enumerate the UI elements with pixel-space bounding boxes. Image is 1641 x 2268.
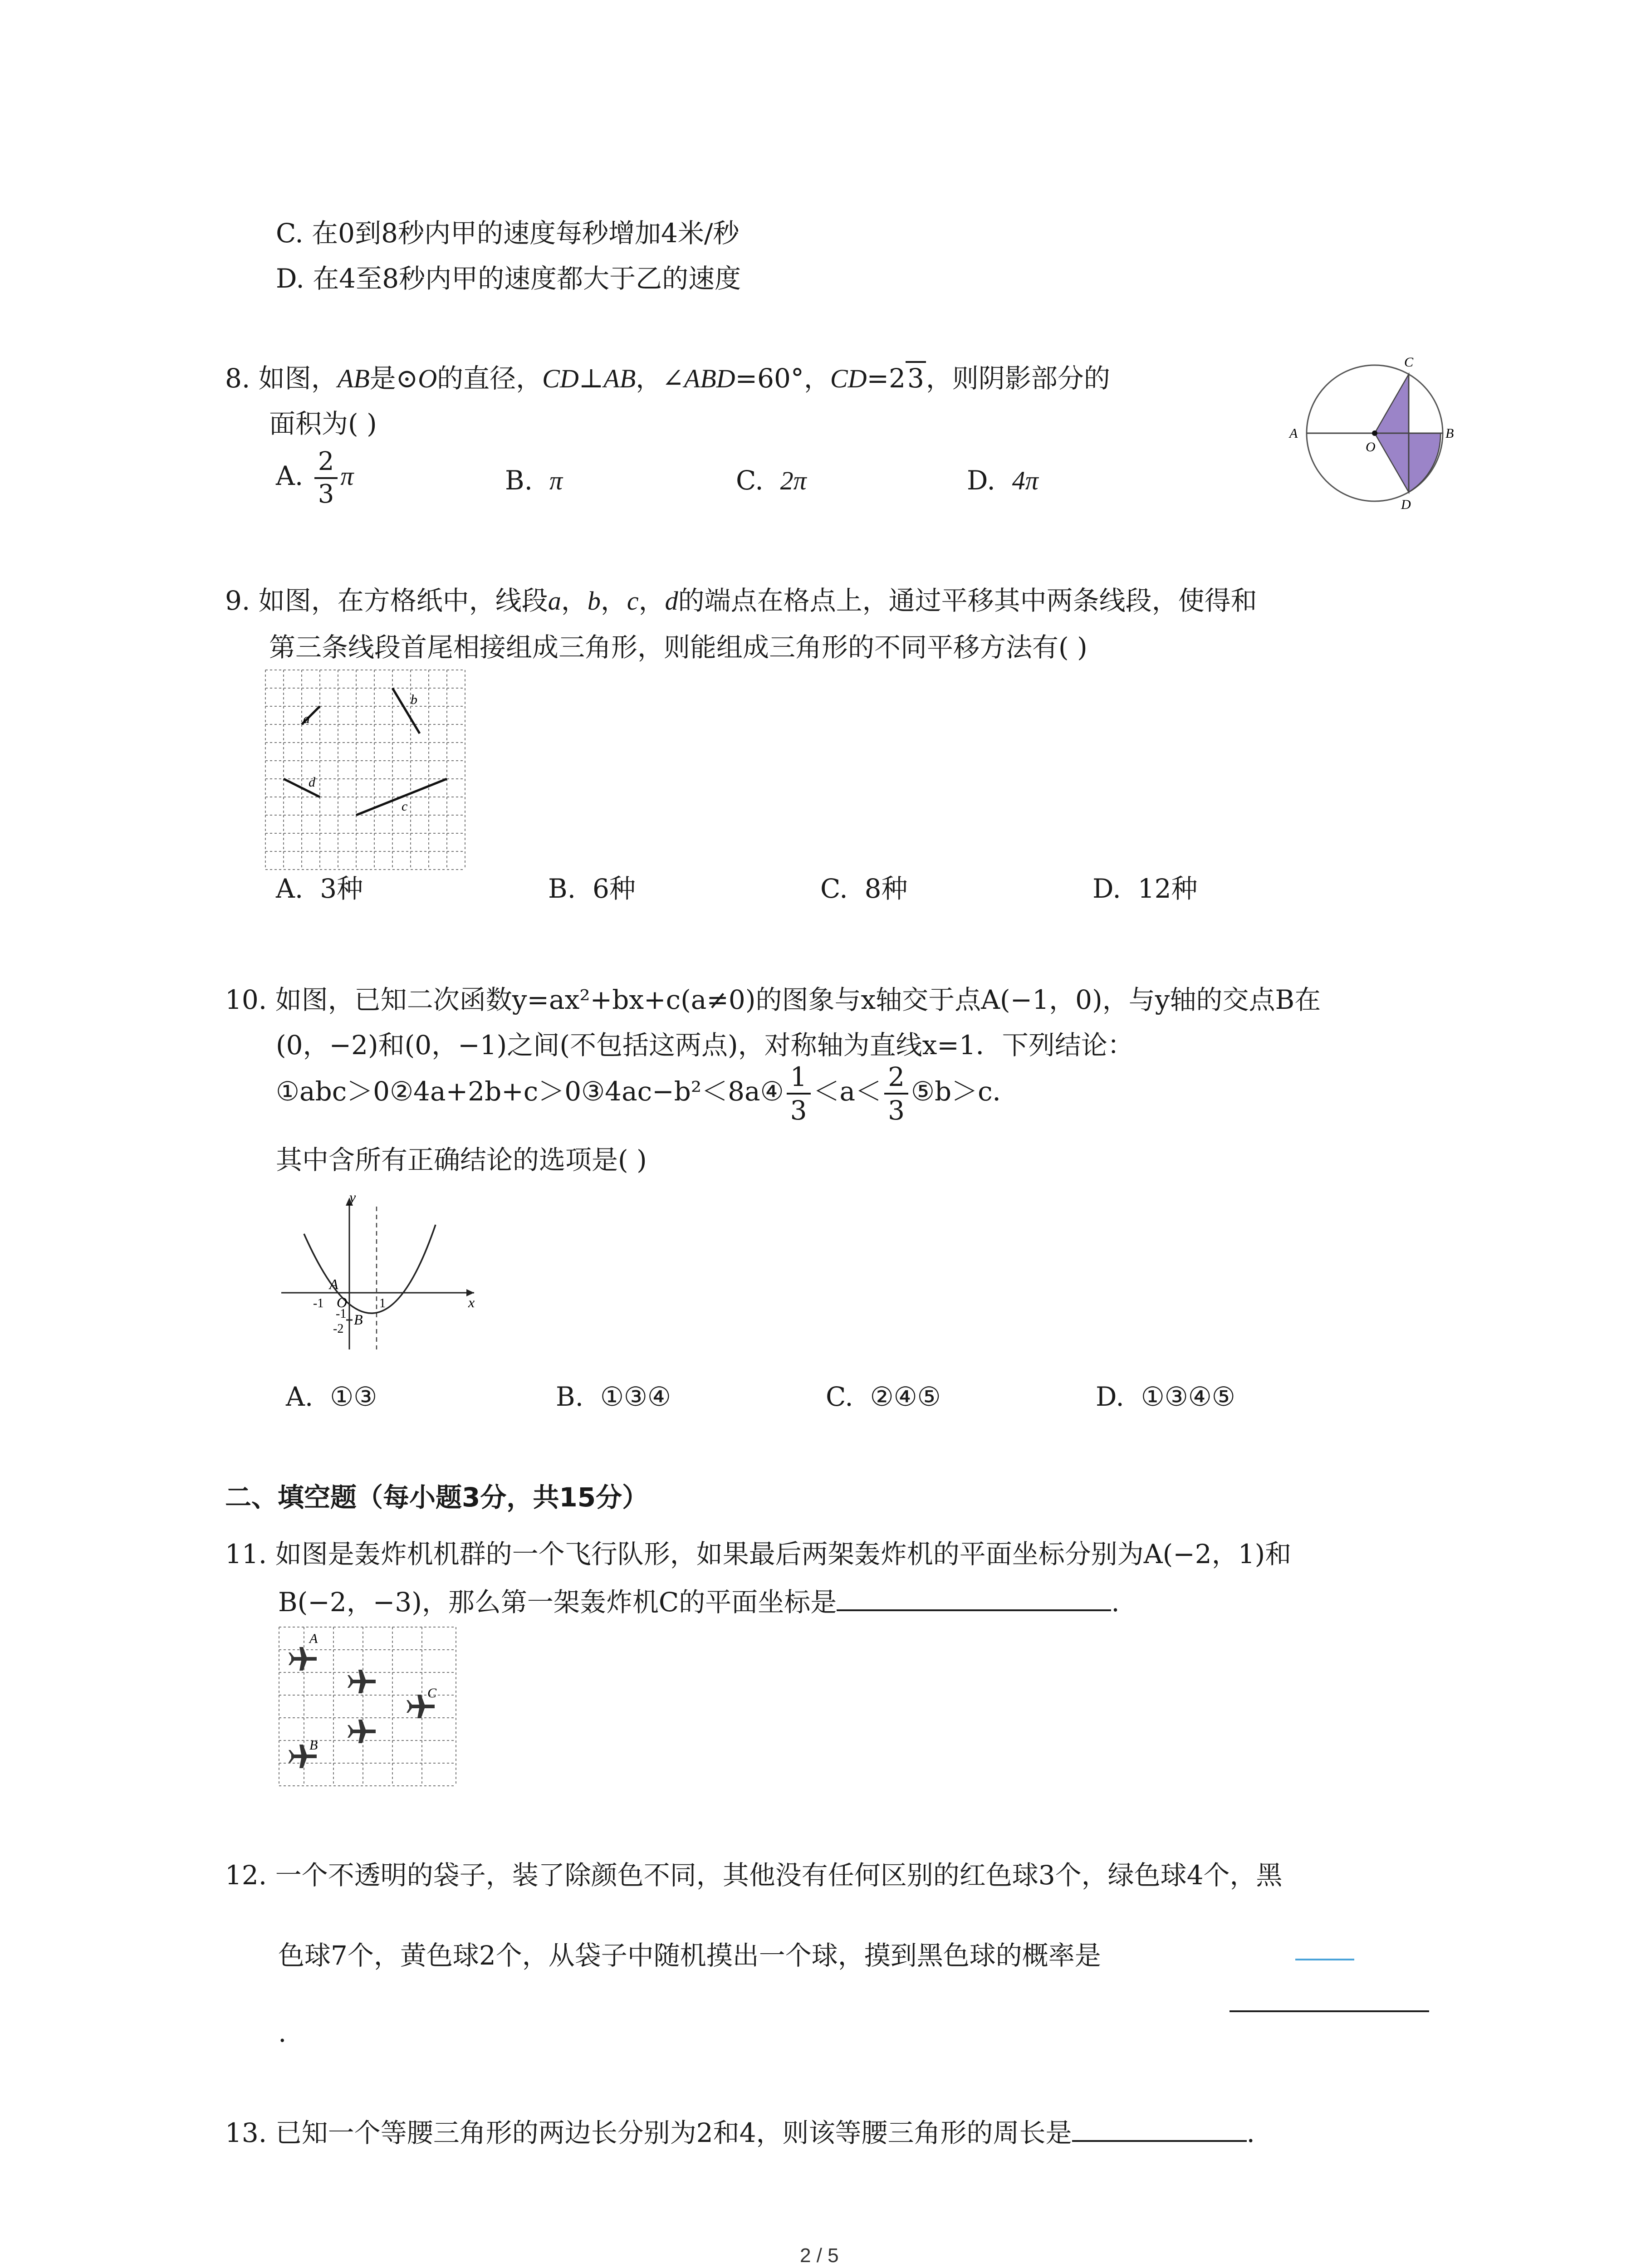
q12-accent-underline bbox=[1295, 1959, 1354, 1960]
grid-lines bbox=[265, 670, 465, 870]
q13-answer-blank[interactable] bbox=[1072, 2118, 1247, 2142]
q10-stem-line2: (0，−2)和(0，−1)之间(不包括这两点)，对称轴为直线x=1．下列结论： bbox=[276, 1030, 1134, 1061]
center-dot bbox=[1372, 430, 1377, 436]
q7-option-d: D. 在4至8秒内甲的速度都大于乙的速度 bbox=[276, 263, 741, 294]
q12-answer-blank[interactable] bbox=[1230, 2010, 1429, 2012]
q8-circle-figure bbox=[1279, 349, 1470, 522]
plane-icon bbox=[348, 1720, 376, 1743]
sqrt-3: 3 bbox=[906, 361, 926, 394]
fraction-2-3: $\frac{2}{3}$ bbox=[314, 449, 338, 507]
q10-option-a: A. ①③ bbox=[286, 1381, 377, 1412]
plane-icon bbox=[348, 1670, 376, 1693]
label-plane-b: B bbox=[309, 1738, 318, 1753]
q12-stem-line1: 12. 一个不透明的袋子，装了除颜色不同，其他没有任何区别的红色球3个，绿色球4个，黑 bbox=[225, 1860, 1283, 1891]
q8-option-a: A. $\frac{2}{3}$ π bbox=[276, 447, 354, 509]
q8-stem-line1: 8. 如图，AB是⊙O的直径，CD⊥AB，∠ABD=60°，CD=23，则阴影部分的 bbox=[225, 365, 1110, 392]
q10-option-b: B. ①③④ bbox=[556, 1381, 671, 1412]
label-plane-c: C bbox=[427, 1686, 437, 1701]
fraction-1-3: $\frac{1}{3}$ bbox=[787, 1064, 811, 1124]
fraction-2-3: $\frac{2}{3}$ bbox=[884, 1064, 908, 1124]
q13-number: 13. bbox=[225, 2117, 267, 2148]
q9-option-d: D. 12种 bbox=[1092, 873, 1198, 904]
page-number: 2 / 5 bbox=[800, 2244, 839, 2267]
q11-stem-line2: B(−2，−3)，那么第一架轰炸机C的平面坐标是 . bbox=[278, 1587, 1120, 1618]
q12-number: 12. bbox=[225, 1860, 267, 1891]
label-o: O bbox=[337, 1294, 348, 1310]
label-y: y bbox=[349, 1189, 356, 1205]
q7-option-c: C. 在0到8秒内甲的速度每秒增加4米/秒 bbox=[276, 218, 740, 249]
label-x: x bbox=[468, 1294, 475, 1310]
q9-option-a: A. 3种 bbox=[276, 873, 363, 904]
label-seg-b: b bbox=[411, 692, 417, 707]
label-o: O bbox=[1366, 440, 1376, 455]
q8-option-b: B. π bbox=[505, 465, 563, 496]
label-seg-c: c bbox=[402, 799, 408, 814]
q10-stem-line1: 10. 如图，已知二次函数y=ax²+bx+c(a≠0)的图象与x轴交于点A(−1，0)，与y轴的交点B在 bbox=[225, 984, 1321, 1015]
q8-number: 8. bbox=[225, 363, 250, 394]
q9-number: 9. bbox=[225, 585, 250, 616]
q11-formation-figure bbox=[277, 1625, 458, 1788]
q9-option-c: C. 8种 bbox=[820, 873, 908, 904]
shaded-triangle-lower bbox=[1375, 433, 1409, 492]
parabola-curve bbox=[304, 1225, 436, 1313]
label-a: A bbox=[329, 1276, 338, 1292]
label-minus1: -1 bbox=[313, 1296, 324, 1310]
q10-option-d: D. ①③④⑤ bbox=[1096, 1381, 1235, 1412]
q8-option-c: C. 2π bbox=[736, 465, 807, 496]
q10-option-c: C. ②④⑤ bbox=[826, 1381, 941, 1412]
label-b: B bbox=[354, 1311, 363, 1328]
q9-grid-figure bbox=[263, 668, 467, 872]
label-minus1-y: -1 bbox=[336, 1307, 347, 1321]
q10-stem-line3: ①abc＞0②4a+2b+c＞0③4ac−b²＜8a④ $\frac{1}{3}$ ＜a＜ $\frac{2}{3}$ ⑤b＞c． bbox=[276, 1061, 1019, 1126]
label-minus2: -2 bbox=[333, 1322, 344, 1336]
q10-parabola-figure bbox=[272, 1188, 481, 1361]
label-c: C bbox=[1404, 355, 1414, 370]
shaded-region-upper bbox=[1375, 374, 1409, 433]
label-1: 1 bbox=[379, 1296, 386, 1310]
q11-number: 11. bbox=[225, 1539, 267, 1569]
segments bbox=[284, 688, 447, 815]
plane-a-icon bbox=[289, 1647, 317, 1671]
label-plane-a: A bbox=[309, 1631, 318, 1646]
q8-option-d: D. 4π bbox=[967, 465, 1038, 496]
label-seg-a: a bbox=[303, 711, 310, 726]
q10-number: 10. bbox=[225, 984, 267, 1015]
q9-stem-line1: 9. 如图，在方格纸中，线段a，b，c，d的端点在格点上，通过平移其中两条线段，使得和 bbox=[225, 585, 1257, 616]
label-a: A bbox=[1289, 426, 1298, 441]
q11-stem-line1: 11. 如图是轰炸机机群的一个飞行队形，如果最后两架轰炸机的平面坐标分别为A(−2，1)和 bbox=[225, 1539, 1292, 1569]
q12-stem-line2: 色球7个，黄色球2个，从袋子中随机摸出一个球，摸到黑色球的概率是 bbox=[278, 1940, 1101, 1971]
q10-stem-line4: 其中含所有正确结论的选项是( ) bbox=[276, 1144, 647, 1175]
label-d: D bbox=[1401, 497, 1411, 512]
q8-stem-line2: 面积为( ) bbox=[269, 408, 377, 439]
q11-answer-blank[interactable] bbox=[837, 1588, 1111, 1611]
q9-option-b: B. 6种 bbox=[548, 873, 636, 904]
q13-stem-line1: 13. 已知一个等腰三角形的两边长分别为2和4，则该等腰三角形的周长是 . bbox=[225, 2117, 1255, 2148]
section-heading-fill-in: 二、填空题（每小题3分，共15分） bbox=[225, 1482, 649, 1513]
label-b: B bbox=[1445, 426, 1454, 441]
q9-stem-line2: 第三条线段首尾相接组成三角形，则能组成三角形的不同平移方法有( ) bbox=[269, 632, 1087, 663]
q12-end-period: . bbox=[278, 2017, 287, 2048]
label-seg-d: d bbox=[309, 775, 315, 790]
